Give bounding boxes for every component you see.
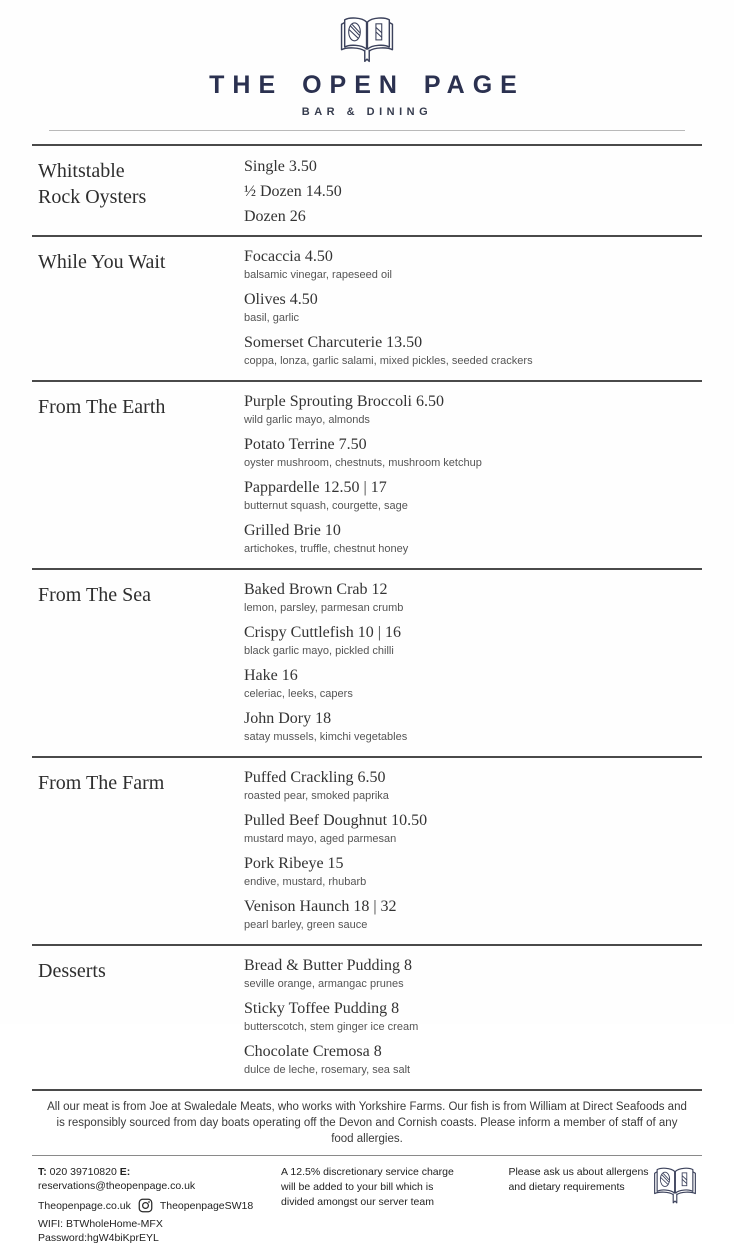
dish-name: Grilled Brie 10 xyxy=(244,522,341,539)
dish-description: mustard mayo, aged parmesan xyxy=(244,833,397,845)
dish-name: ½ Dozen 14.50 xyxy=(244,183,342,200)
section-title xyxy=(32,155,244,230)
dish-name: Olives 4.50 xyxy=(244,291,318,308)
dish-description: coppa, lonza, garlic salami, mixed pickles, seeded crackers xyxy=(244,355,533,367)
phone-email-line xyxy=(38,1165,273,1193)
dish-description: oyster mushroom, chestnuts, mushroom ketchup xyxy=(244,457,482,469)
wifi-details: WIFI: BTWholeHome-MFX Password:hgW4biKprEYL xyxy=(38,1218,163,1244)
email-address: reservations@theopenpage.co.uk xyxy=(38,1180,196,1192)
dish-name: John Dory 18 xyxy=(244,710,332,727)
menu-item xyxy=(244,810,702,847)
menu-item xyxy=(244,767,702,804)
dish-description: endive, mustard, rhubarb xyxy=(244,876,367,888)
dish-name: Potato Terrine 7.50 xyxy=(244,436,367,453)
dish-description: artichokes, truffle, chestnut honey xyxy=(244,543,409,555)
dish-name: Hake 16 xyxy=(244,667,298,684)
header-divider xyxy=(49,130,685,131)
dish-description: dulce de leche, rosemary, sea salt xyxy=(244,1064,411,1076)
menu-item xyxy=(244,998,702,1035)
restaurant-title: THE OPEN PAGE xyxy=(209,71,525,99)
section-from-the-farm xyxy=(32,756,702,944)
sourcing-note: All our meat is from Joe at Swaledale Meats, who works with Yorkshire Farms. Our fish is from William at Direct Seafoods and is responsibly sourced from day boats operating off the Devon and Cornish coasts. Please inform a member of staff of any food allergies. xyxy=(47,1101,687,1145)
menu-item xyxy=(244,180,702,204)
section-title-line: Whitstable xyxy=(38,160,125,182)
menu-item xyxy=(244,622,702,659)
menu-item xyxy=(244,155,702,179)
dish-name: Purple Sprouting Broccoli 6.50 xyxy=(244,393,444,410)
menu-item xyxy=(244,1041,702,1078)
section-desserts xyxy=(32,944,702,1089)
website-url: Theopenpage.co.uk xyxy=(38,1199,131,1212)
menu-item xyxy=(244,955,702,992)
instagram-icon xyxy=(138,1198,153,1213)
open-book-logo-icon xyxy=(338,14,396,69)
dish-description: satay mussels, kimchi vegetables xyxy=(244,731,408,743)
dish-description: basil, garlic xyxy=(244,312,300,324)
menu-item xyxy=(244,332,702,369)
section-title: Desserts xyxy=(38,960,106,982)
menu-item xyxy=(244,520,702,557)
dish-description: wild garlic mayo, almonds xyxy=(244,414,370,426)
menu-item xyxy=(244,665,702,702)
section-oysters xyxy=(32,144,702,235)
dish-name: Puffed Crackling 6.50 xyxy=(244,769,386,786)
section-title-line: Rock Oysters xyxy=(38,186,147,208)
section-title: From The Sea xyxy=(38,584,151,606)
dish-description: butterscotch, stem ginger ice cream xyxy=(244,1021,419,1033)
dish-description: black garlic mayo, pickled chilli xyxy=(244,645,394,657)
menu-header xyxy=(0,12,734,131)
menu-item xyxy=(244,853,702,890)
phone-label: T: xyxy=(38,1166,47,1178)
instagram-handle: TheopenpageSW18 xyxy=(159,1199,254,1212)
contact-footer xyxy=(32,1165,702,1245)
restaurant-subtitle: BAR & DINING xyxy=(301,106,433,118)
contact-details xyxy=(32,1165,273,1245)
section-while-you-wait xyxy=(32,235,702,380)
dish-name: Crispy Cuttlefish 10 | 16 xyxy=(244,624,401,641)
dish-name: Dozen 26 xyxy=(244,208,306,225)
dish-name: Focaccia 4.50 xyxy=(244,248,333,265)
menu-item xyxy=(244,289,702,326)
open-book-logo-small-icon xyxy=(652,1165,702,1210)
dish-description: pearl barley, green sauce xyxy=(244,919,368,931)
dish-name: Pulled Beef Doughnut 10.50 xyxy=(244,812,428,829)
phone-number: 020 39710820 xyxy=(49,1166,117,1178)
service-charge-note: A 12.5% discretionary service charge will be added to your bill which is divided amongst our server team xyxy=(281,1166,454,1208)
dish-name: Chocolate Cremosa 8 xyxy=(244,1043,382,1060)
dish-description: roasted pear, smoked paprika xyxy=(244,790,389,802)
menu-item xyxy=(244,579,702,616)
dish-description: lemon, parsley, parmesan crumb xyxy=(244,602,404,614)
allergen-note: Please ask us about allergens and dietary requirements xyxy=(508,1166,649,1193)
menu-item xyxy=(244,477,702,514)
dish-description: celeriac, leeks, capers xyxy=(244,688,353,700)
menu-item xyxy=(244,434,702,471)
dish-description: butternut squash, courgette, sage xyxy=(244,500,408,512)
dish-name: Pappardelle 12.50 | 17 xyxy=(244,479,387,496)
menu-item xyxy=(244,391,702,428)
dish-description: balsamic vinegar, rapeseed oil xyxy=(244,269,392,281)
section-title: From The Earth xyxy=(38,396,166,418)
section-title: From The Farm xyxy=(38,772,165,794)
section-from-the-sea xyxy=(32,568,702,756)
dish-name: Single 3.50 xyxy=(244,158,317,175)
dish-name: Bread & Butter Pudding 8 xyxy=(244,957,412,974)
menu-body xyxy=(32,144,702,1089)
dish-name: Venison Haunch 18 | 32 xyxy=(244,898,397,915)
dish-description: seville orange, armangac prunes xyxy=(244,978,404,990)
menu-item xyxy=(244,246,702,283)
menu-item xyxy=(244,896,702,933)
sourcing-note-band xyxy=(32,1089,702,1156)
dish-name: Pork Ribeye 15 xyxy=(244,855,344,872)
section-from-the-earth xyxy=(32,380,702,568)
email-label: E: xyxy=(119,1166,131,1178)
dish-name: Baked Brown Crab 12 xyxy=(244,581,388,598)
dish-name: Somerset Charcuterie 13.50 xyxy=(244,334,423,351)
section-title: While You Wait xyxy=(38,251,166,273)
dish-name: Sticky Toffee Pudding 8 xyxy=(244,1000,400,1017)
menu-item xyxy=(244,708,702,745)
website-social-line xyxy=(38,1198,273,1213)
menu-item xyxy=(244,205,702,229)
